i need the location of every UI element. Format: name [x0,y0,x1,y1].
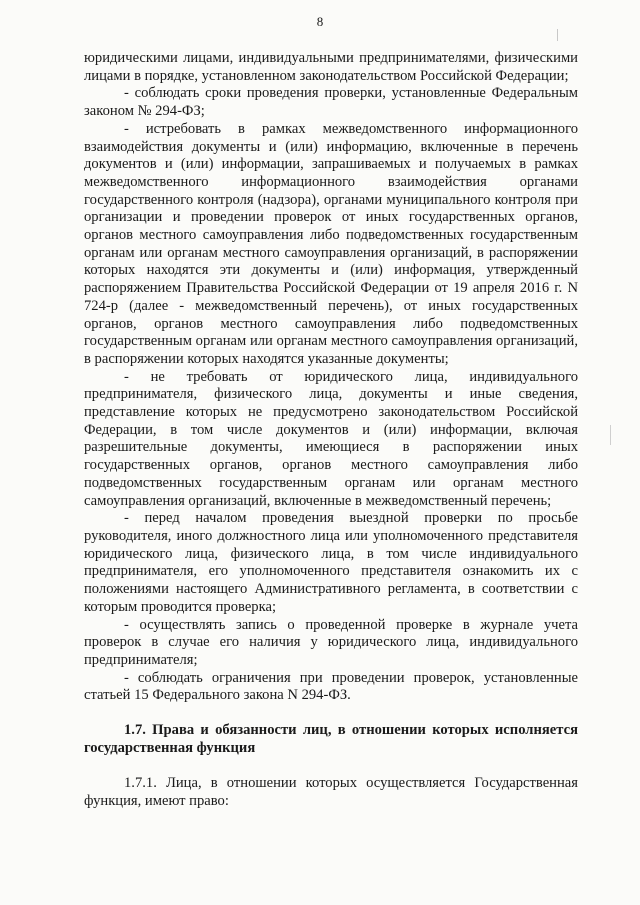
paragraph: - истребовать в рамках межведомственного информационного взаимодействия документы и (или) информацию, включенные в перечень документов и (или) информации, запрашиваемых и получаемых в рамках межведомственного информационного взаимодействия органами государственного контроля (надзора), органами муниципального контроля при организации и проведении проверок от иных государственных органов, органов местного самоуправления либо подведомственных государственным органам или органам местного самоуправления организаций, в распоряжении которых находятся эти документы и (или) информация, утвержденный распоряжением Правительства Российской Федерации от 19 апреля 2016 г. N 724-р (далее - межведомственный перечень), от иных государственных органов, органов местного самоуправления либо подведомственных государственным органам или органам местного самоуправления организаций, в распоряжении которых находятся указанные документы; [84,120,578,367]
paragraph: - не требовать от юридического лица, индивидуального предпринимателя, физического лица, документы и иные сведения, представление которых не предусмотрено законодательством Российской Федерации, в том числе документов и (или) информации, включая разрешительные документы, имеющиеся в распоряжении иных государственных органов, органов местного самоуправления либо подведомственных государственным органам или органам местного самоуправления организаций, включенные в межведомственный перечень; [84,368,578,509]
paragraph: - соблюдать сроки проведения проверки, установленные Федеральным законом № 294-ФЗ; [84,85,578,120]
spacer [84,757,578,775]
section-heading: 1.7. Права и обязанности лиц, в отношении которых исполняется государственная функция [84,722,578,756]
scan-mark [610,425,611,445]
document-body [84,50,578,811]
scan-mark [557,29,558,41]
paragraph: - перед началом проведения выездной проверки по просьбе руководителя, иного должностного лица или уполномоченного представителя юридического лица, физического лица, в том числе индивидуального предпринимателя, его уполномоченного представителя ознакомить их с положениями настоящего Административного регламента, в соответствии с которым проводится проверка; [84,510,578,615]
paragraph: - осуществлять запись о проведенной проверке в журнале учета проверок в случае его наличия у юридического лица, индивидуального предпринимателя; [84,616,578,668]
paragraph: - соблюдать ограничения при проведении проверок, установленные статьей 15 Федерального закона N 294-ФЗ. [84,669,578,704]
paragraph: юридическими лицами, индивидуальными предпринимателями, физическими лицами в порядке, установленном законодательством Российской Федерации; [84,50,578,84]
page-number: 8 [316,14,324,29]
subsection-paragraph: 1.7.1. Лица, в отношении которых осуществляется Государственная функция, имеют право: [84,775,578,810]
